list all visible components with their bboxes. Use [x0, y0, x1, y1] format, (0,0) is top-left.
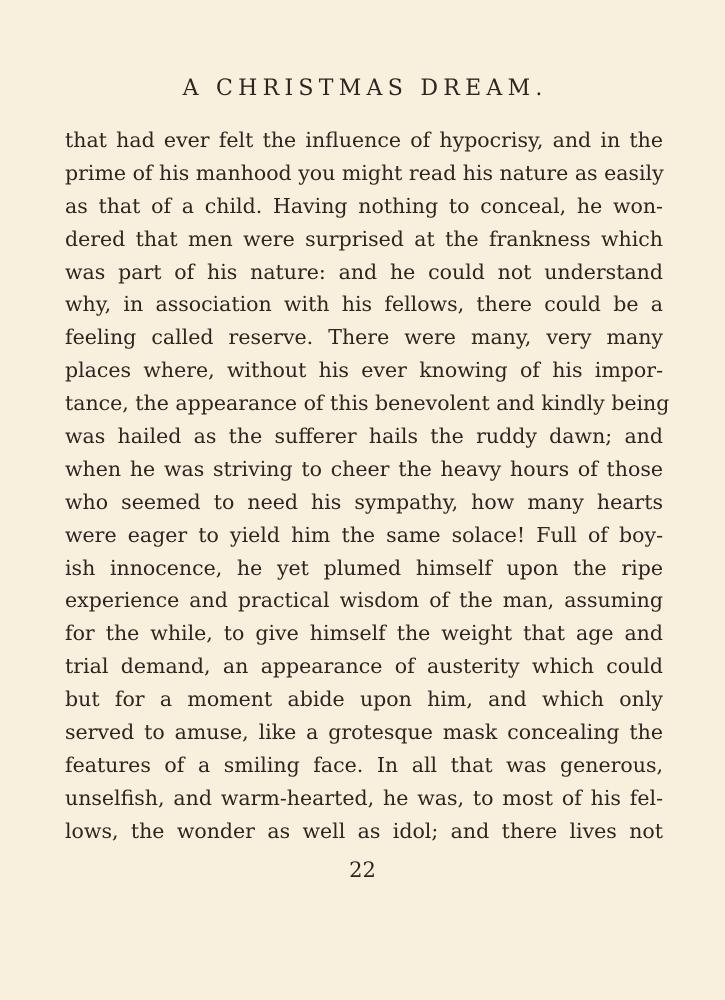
text-line: places where, without his ever knowing of his impor-	[65, 358, 663, 383]
text-line: prime of his manhood you might read his nature as easily	[65, 160, 664, 185]
text-line: lows, the wonder as well as idol; and there lives not	[65, 818, 663, 843]
text-line: features of a smiling face. In all that was generous,	[65, 752, 663, 777]
text-line: experience and practical wisdom of the man, assuming	[65, 588, 663, 613]
text-line: dered that men were surprised at the frankness which	[65, 226, 663, 251]
text-line: trial demand, an appearance of austerity which could	[65, 654, 663, 679]
running-title: A CHRISTMAS DREAM.	[182, 76, 548, 101]
page-number: 22	[349, 858, 376, 882]
text-line: were eager to yield him the same solace! Full of boy-	[65, 522, 663, 547]
text-line: ish innocence, he yet plumed himself upon the ripe	[65, 555, 663, 580]
text-line: why, in association with his fellows, there could be a	[65, 292, 663, 317]
text-line: served to amuse, like a grotesque mask concealing the	[65, 720, 663, 745]
text-line: feeling called reserve. There were many, very many	[65, 325, 663, 350]
body-text	[65, 124, 670, 848]
text-line: as that of a child. Having nothing to conceal, he won-	[65, 193, 663, 218]
text-line: when he was striving to cheer the heavy hours of those	[65, 456, 663, 481]
text-line: who seemed to need his sympathy, how many hearts	[65, 489, 663, 514]
text-line: unselfish, and warm-hearted, he was, to most of his fel-	[65, 785, 663, 810]
text-line: for the while, to give himself the weight that age and	[65, 621, 663, 646]
text-line: was part of his nature: and he could not understand	[65, 259, 663, 284]
text-line: but for a moment abide upon him, and which only	[65, 687, 663, 712]
text-line: tance, the appearance of this benevolent and kindly being	[65, 391, 670, 416]
text-line: was hailed as the sufferer hails the ruddy dawn; and	[65, 424, 663, 449]
text-line: that had ever felt the influence of hypocrisy, and in the	[65, 128, 663, 152]
